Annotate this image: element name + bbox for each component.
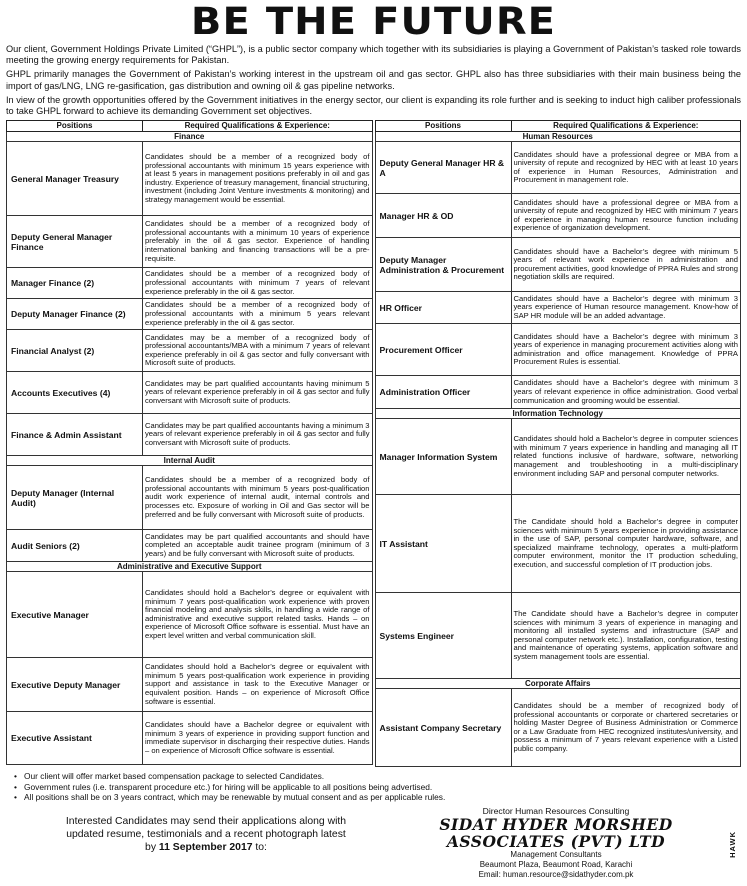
position-title: IT Assistant: [375, 495, 511, 593]
requirement-text: Candidates should be a member of a recognized body of professional accountants with minimum 5 years post-qualification audit work experience of internal audit, internal controls and processes etc. Exposure of working in Oil and Gas sector will be preferred and be fully conversant with Microsoft suite of products.: [143, 466, 373, 530]
application-instructions: [6, 806, 406, 879]
section-heading: Information Technology: [375, 409, 741, 419]
right-table-column: [375, 120, 742, 767]
left-positions-table: [6, 120, 373, 765]
list-item: • Government rules (i.e. transparent procedure etc.) for hiring will be applicable to all positions being advertised.: [24, 782, 741, 792]
requirement-text: Candidates may be part qualified accountants having a minimum 3 years of relevant experience preferably in oil & gas sector and fully conversant with Microsoft suite of products.: [143, 414, 373, 456]
table-row: [375, 324, 741, 376]
table-row: [7, 712, 373, 765]
firm-address: Beaumont Plaza, Beaumont Road, Karachi: [479, 860, 633, 870]
director-title: Director Human Resources Consulting: [482, 806, 630, 817]
position-title: Financial Analyst (2): [7, 330, 143, 372]
position-title: Manager HR & OD: [375, 194, 511, 238]
footer: [6, 806, 741, 879]
position-title: HR Officer: [375, 292, 511, 324]
section-heading: Human Resources: [375, 132, 741, 142]
table-row: [375, 194, 741, 238]
position-title: General Manager Treasury: [7, 142, 143, 216]
list-item: • Our client will offer market based compensation package to selected Candidates.: [24, 771, 741, 781]
requirement-text: Candidates should be a member of a recognized body of professional accountants with a minimum 5 years relevant experience preferably in the oil & gas sector.: [143, 299, 373, 330]
position-title: Accounts Executives (4): [7, 372, 143, 414]
table-row: [375, 495, 741, 593]
position-title: Deputy General Manager HR & A: [375, 142, 511, 194]
table-row: [7, 216, 373, 268]
deadline-date: 11 September 2017: [158, 841, 253, 853]
position-title: Executive Manager: [7, 572, 143, 658]
requirement-text: Candidates should be a member of a recognized body of professional accountants with minimum 7 years of relevant experience preferably in the oil & gas sector.: [143, 268, 373, 299]
requirement-text: The Candidate should hold a Bachelor’s degree in computer sciences with minimum 5 years experience in providing assistance in the use of SAP, personal computer hardware, software, and specialized mainframe technology, operates a multi-platform computer environment, monitor the IT production scheduling, execution, and successful completion of IT production jobs.: [511, 495, 741, 593]
requirement-text: Candidates should have a Bachelor’s degree with minimum 3 years of relevant experience in office administration. Good verbal communication and grooming would be essential.: [511, 376, 741, 409]
position-title: Assistant Company Secretary: [375, 689, 511, 767]
apply-line-2: updated resume, testimonials and a recent photograph latest: [66, 829, 346, 841]
terms-list: [6, 771, 741, 802]
requirement-text: Candidates should have a Bachelor’s degree with minimum 3 years of experience in managing procurement activities along with administration and office management. Knowledge of PPRA Procurement Rules is essential.: [511, 324, 741, 376]
table-row: [7, 299, 373, 330]
positions-header: Positions: [7, 121, 143, 132]
position-title: Finance & Admin Assistant: [7, 414, 143, 456]
firm-name-line-1: SIDAT HYDER MORSHED: [439, 815, 673, 835]
headline: BE THE FUTURE: [190, 0, 557, 43]
positions-tables: [6, 120, 741, 767]
position-title: Administration Officer: [375, 376, 511, 409]
list-item: • All positions shall be on 3 years contract, which may be renewable by mutual consent and as per applicable rules.: [24, 792, 741, 802]
requirement-text: Candidates should be a member of recognized body of professional accountants or corporate or chartered secretaries or holding Master Degree of Business Administration or Commerce or a Law Graduate from HEC recognized institutes/university, and possess a minimum of 7 years relevant experience with a Listed public company.: [511, 689, 741, 767]
requirement-text: The Candidate should have a Bachelor’s degree in computer sciences with minimum 3 years of experience in managing and monitoring all installed systems and infrastructure (SAP and personal computer network etc.). Installation, configuration, testing and maintenance of operating systems, application software and system management tools are essential.: [511, 593, 741, 679]
section-heading: Internal Audit: [7, 456, 373, 466]
left-table-column: [6, 120, 373, 767]
apply-line-3: by 11 September 2017 to:: [145, 841, 267, 853]
intro-paragraph-1: Our client, Government Holdings Private Limited (“GHPL”), is a public sector company which together with its subsidiaries is playing a Government of Pakistan’s tasked role towards meeting the growing energy requirements for Pakistan.: [6, 44, 741, 66]
position-title: Deputy Manager Administration & Procurement: [375, 238, 511, 292]
position-title: Executive Deputy Manager: [7, 658, 143, 712]
table-row: [7, 372, 373, 414]
consultant-block: [406, 806, 706, 879]
firm-email: Email: human.resource@sidathyder.com.pk: [478, 869, 634, 879]
requirement-text: Candidates should hold a Bachelor’s degree in computer sciences with minimum 7 years experience in handling and managing all IT related functions inclusive of hardware, software, networking management and troubleshooting in a multi-disciplinary environment including SAP and personal computer networks.: [511, 419, 741, 495]
table-row: [7, 330, 373, 372]
table-row: [375, 292, 741, 324]
table-row: [7, 414, 373, 456]
apply-line-1: Interested Candidates may send their applications along with: [65, 816, 347, 828]
table-header-row: [7, 121, 373, 132]
requirement-text: Candidates may be a member of a recognized body of professional accountants/MBA with a minimum 7 years of relevant experience preferably in oil & gas sector and fully conversant with Microsoft suite of products.: [143, 330, 373, 372]
position-title: Deputy Manager Finance (2): [7, 299, 143, 330]
table-row: [7, 142, 373, 216]
position-title: Systems Engineer: [375, 593, 511, 679]
table-row: [7, 268, 373, 299]
requirement-text: Candidates should have a professional degree or MBA from a university of repute and recognized by HEC with minimum 7 years of experience in managing human resource function including experience of organization development.: [511, 194, 741, 238]
section-heading: Finance: [7, 132, 373, 142]
requirement-text: Candidates should have a Bachelor degree or equivalent with minimum 3 years of experience in providing support function and immediate supervisor in discharging their respective duties. Hands – on experience of Microsoft Office software is essential.: [143, 712, 373, 765]
table-header-row: [375, 121, 741, 132]
requirement-text: Candidates may be part qualified accountants and should have completed an acceptable audit trainee program (minimum of 3 years) and be fully conversant with Microsoft suite of products.: [143, 530, 373, 562]
intro-paragraph-2: GHPL primarily manages the Government of Pakistan’s working interest in the upstream oil and gas sector. GHPL also has three subsidiaries with their main business being the import of gas/LNG, LNG re-gasification, gas distribution and owning oil & gas pipeline networks.: [6, 69, 741, 91]
position-title: Audit Seniors (2): [7, 530, 143, 562]
table-row: [7, 466, 373, 530]
firm-tagline: Management Consultants: [510, 850, 602, 860]
table-row: [375, 593, 741, 679]
table-row: [375, 238, 741, 292]
intro-section: [6, 44, 741, 117]
requirement-text: Candidates should hold a Bachelor’s degree or equivalent with minimum 5 years post-qualification work experience in providing support and assistance in task to the Executive Manager or equivalent position. Hands – on experience of Microsoft Office software is essential.: [143, 658, 373, 712]
requirement-text: Candidates should have a Bachelor’s degree with minimum 3 years experience of Human resource management. Know-how of SAP HR module will be an added advantage.: [511, 292, 741, 324]
positions-header: Positions: [375, 121, 511, 132]
position-title: Manager Finance (2): [7, 268, 143, 299]
requirement-text: Candidates should have a Bachelor’s degree with minimum 5 years of relevant work experience in administration and procurement activities, good knowledge of PPRA Rules and strong negotiation skills are required.: [511, 238, 741, 292]
table-row: [375, 419, 741, 495]
intro-paragraph-3: In view of the growth opportunities offered by the Government initiatives in the energy sector, our client is expanding its role further and is seeking to induct high caliber professionals to take GHPL forward to achieve its demanding Government set objectives.: [6, 94, 741, 117]
requirement-text: Candidates should be a member of a recognized body of professional accountants with a minimum 10 years of experience preferably in the oil & gas sector. Experience of handling international banking and financing transactions will be a pre-requisite.: [143, 216, 373, 268]
table-row: [7, 572, 373, 658]
section-heading: Corporate Affairs: [375, 679, 741, 689]
right-positions-table: [375, 120, 742, 767]
requirement-text: Candidates may be part qualified accountants having minimum 5 years of relevant experience preferably in oil & gas sector and fully conversant with Microsoft suite of products.: [143, 372, 373, 414]
qualifications-header: Required Qualifications & Experience:: [511, 121, 741, 132]
table-row: [375, 142, 741, 194]
table-row: [7, 530, 373, 562]
table-row: [375, 376, 741, 409]
table-row: [7, 658, 373, 712]
requirement-text: Candidates should hold a Bachelor’s degree or equivalent with minimum 7 years post-qualification work experience with proven financial modeling and analysis skills, in handling a wide range of administrative and executive support related tasks. Hands – on experience of Microsoft Office software is essential. Must have an expert level written and verbal communication skill.: [143, 572, 373, 658]
firm-name-line-2: ASSOCIATES (PVT) LTD: [446, 832, 666, 852]
agency-mark: HAWK: [728, 831, 737, 858]
table-row: [375, 689, 741, 767]
position-title: Executive Assistant: [7, 712, 143, 765]
position-title: Manager Information System: [375, 419, 511, 495]
advertisement-page: [0, 2, 747, 886]
qualifications-header: Required Qualifications & Experience:: [143, 121, 373, 132]
position-title: Procurement Officer: [375, 324, 511, 376]
position-title: Deputy Manager (Internal Audit): [7, 466, 143, 530]
requirement-text: Candidates should be a member of a recognized body of professional accountants with minimum 15 years experience with at least 5 years in management positions preferably in oil and gas industry. Experience of treasury management, financial structuring, investment (including Joint Venture investments & monitoring) and strategy management would be essential.: [143, 142, 373, 216]
section-heading: Administrative and Executive Support: [7, 562, 373, 572]
position-title: Deputy General Manager Finance: [7, 216, 143, 268]
requirement-text: Candidates should have a professional degree or MBA from a university of repute and recognized by HEC with at least 10 years of experience in Human Resources, Administration and Procurement in management role.: [511, 142, 741, 194]
